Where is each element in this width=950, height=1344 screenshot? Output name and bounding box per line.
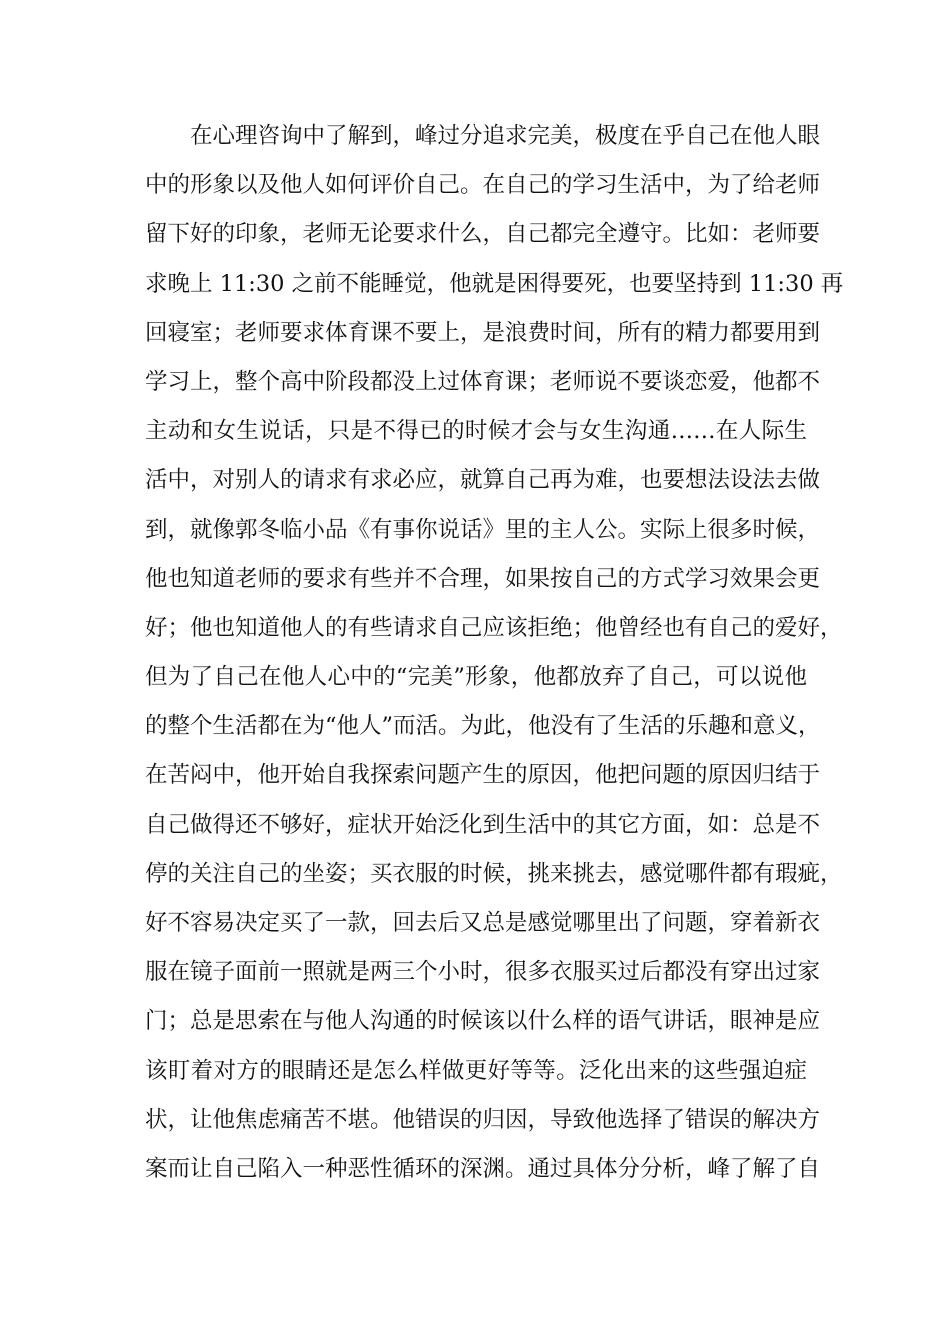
text-line: 在心理咨询中了解到，峰过分追求完美，极度在乎自己在他人眼: [190, 123, 821, 149]
text-line: 门；总是思索在与他人沟通的时候该以什么样的语气讲话，眼神是应: [145, 1008, 821, 1035]
text-line: 求晚上 11:30 之前不能睡觉，他就是困得要死，也要坚持到 11:30 再: [145, 270, 844, 297]
text-line: 活中，对别人的请求有求必应，就算自己再为难，也要想法设法去做: [145, 467, 821, 494]
text-line: 回寝室；老师要求体育课不要上，是浪费时间，所有的精力都要用到: [145, 319, 821, 346]
text-line: 他也知道老师的要求有些并不合理，如果按自己的方式学习效果会更: [145, 565, 821, 592]
text-line: 中的形象以及他人如何评价自己。在自己的学习生活中，为了给老师: [145, 172, 821, 199]
text-line: 案而让自己陷入一种恶性循环的深渊。通过具体分分析，峰了解了自: [145, 1155, 821, 1182]
text-line: 但为了自己在他人心中的“完美”形象，他都放弃了自己，可以说他: [145, 664, 807, 691]
text-line: 主动和女生说话，只是不得已的时候才会与女生沟通……在人际生: [145, 418, 807, 445]
text-line: 到，就像郭冬临小品《有事你说话》里的主人公。实际上很多时候，: [145, 516, 821, 543]
text-line: 服在镜子面前一照就是两三个小时，很多衣服买过后都没有穿出过家: [145, 959, 821, 986]
text-line: 在苦闷中，他开始自我探索问题产生的原因，他把问题的原因归结于: [145, 762, 821, 789]
text-line: 好不容易决定买了一款，回去后又总是感觉哪里出了问题，穿着新衣: [145, 910, 821, 936]
text-line: 状，让他焦虑痛苦不堪。他错误的归因，导致他选择了错误的解决方: [145, 1106, 821, 1133]
text-line: 该盯着对方的眼睛还是怎么样做更好等等。泛化出来的这些强迫症: [145, 1057, 807, 1084]
text-line: 好；他也知道他人的有些请求自己应该拒绝；他曾经也有自己的爱好，: [145, 614, 843, 641]
text-line: 自己做得还不够好，症状开始泛化到生活中的其它方面，如：总是不: [145, 811, 821, 838]
text-line: 停的关注自己的坐姿；买衣服的时候，挑来挑去，感觉哪件都有瑕疵，: [145, 860, 843, 887]
text-line: 留下好的印象，老师无论要求什么，自己都完全遵守。比如：老师要: [145, 221, 821, 248]
text-line: 学习上，整个高中阶段都没上过体育课；老师说不要谈恋爱，他都不: [145, 368, 821, 395]
body-paragraph: [145, 112, 844, 1194]
text-line: 的整个生活都在为“他人”而活。为此，他没有了生活的乐趣和意义，: [145, 713, 821, 740]
